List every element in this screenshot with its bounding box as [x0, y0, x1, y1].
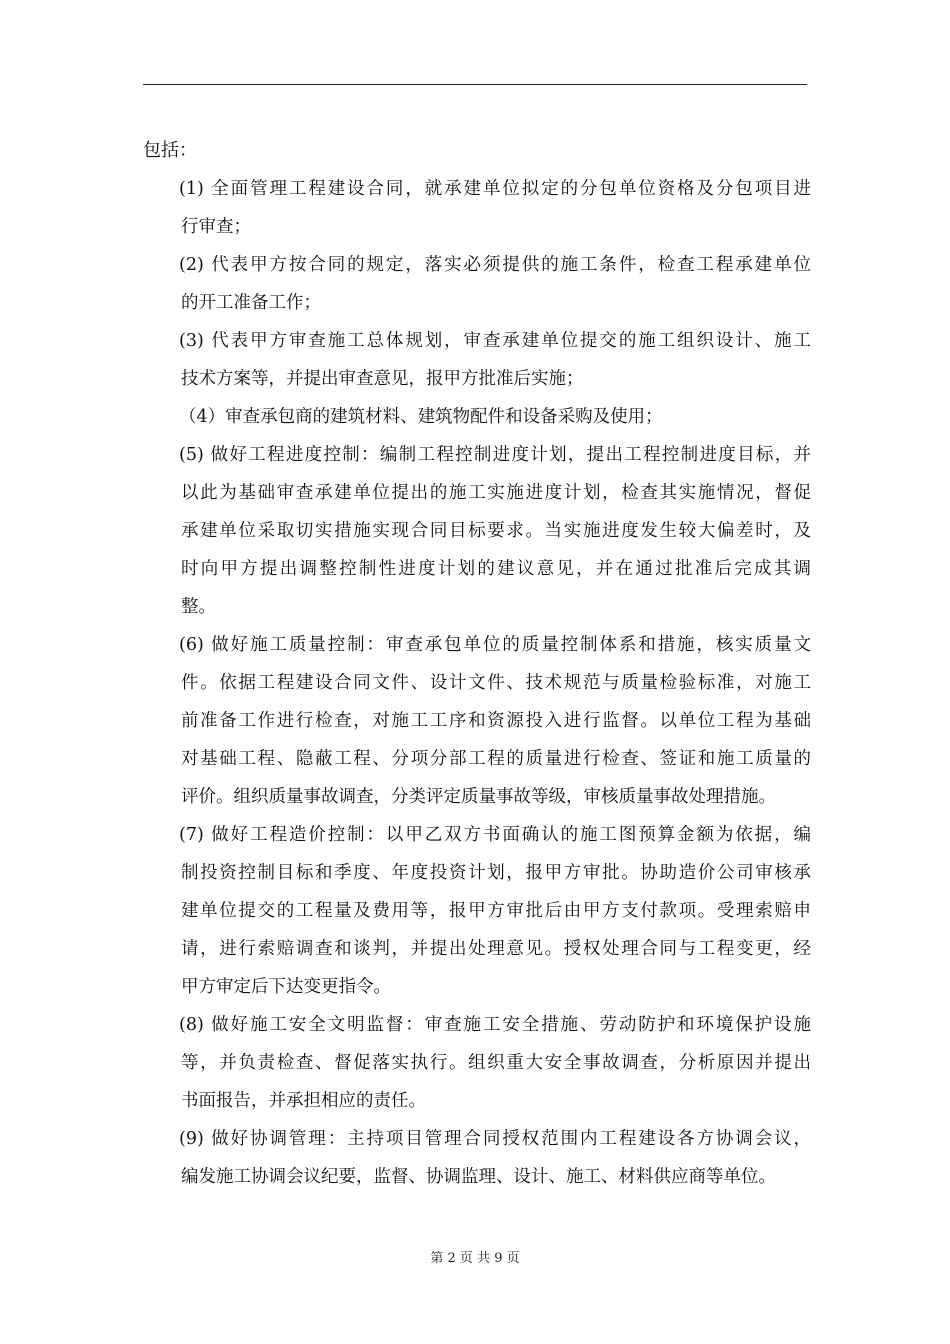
list-item-line: 甲方审定后下达变更指令。	[181, 977, 391, 997]
list-item-line: 以此为基础审查承建单位提出的施工实施进度计划，检查其实施情况，督促	[181, 483, 811, 503]
list-item-line: (1) 全面管理工程建设合同，就承建单位拟定的分包单位资格及分包项目进	[179, 179, 811, 199]
list-item-line: 承建单位采取切实措施实现合同目标要求。当实施进度发生较大偏差时，及	[181, 521, 811, 541]
list-item	[181, 170, 811, 246]
list-item-line: 时向甲方提出调整控制性进度计划的建议意见，并在通过批准后完成其调	[181, 559, 811, 579]
list-item-line: (7) 做好工程造价控制：以甲乙双方书面确认的施工图预算金额为依据，编	[179, 825, 811, 845]
page-footer: 第 2 页 共 9 页	[430, 1251, 520, 1266]
list-item-line: 编发施工协调会议纪要，监督、协调监理、设计、施工、材料供应商等单位。	[181, 1167, 776, 1187]
list-item-line: 的开工准备工作；	[181, 293, 321, 313]
document-body	[143, 132, 811, 1196]
list-item	[181, 246, 811, 322]
list-item-line: 建单位提交的工程量及费用等，报甲方审批后由甲方支付款项。受理索赔申	[181, 901, 811, 921]
list-item-line: (8) 做好施工安全文明监督：审查施工安全措施、劳动防护和环境保护设施	[179, 1015, 811, 1035]
list-item	[181, 1006, 811, 1120]
list-item-line: (9) 做好协调管理：主持项目管理合同授权范围内工程建设各方协调会议，	[179, 1129, 811, 1149]
list-item	[181, 436, 811, 626]
list-item	[181, 322, 811, 398]
list-item-line: （4）审查承包商的建筑材料、建筑物配件和设备采购及使用；	[179, 407, 663, 427]
list-item-line: (5) 做好工程进度控制：编制工程控制进度计划，提出工程控制进度目标，并	[179, 445, 811, 465]
list-item-line: 件。依据工程建设合同文件、设计文件、技术规范与质量检验标准，对施工	[181, 673, 811, 693]
list-item	[181, 816, 811, 1006]
list-item-line: 行审查；	[181, 217, 251, 237]
list-item-line: 技术方案等，并提出审查意见，报甲方批准后实施；	[181, 369, 584, 389]
list-item-line: 评价。组织质量事故调查，分类评定质量事故等级，审核质量事故处理措施。	[181, 787, 776, 807]
header-rule	[143, 84, 807, 85]
list-item-line: 书面报告，并承担相应的责任。	[181, 1091, 426, 1111]
intro-text: 包括：	[143, 140, 197, 161]
list-item-line: 请，进行索赔调查和谈判，并提出处理意见。授权处理合同与工程变更，经	[181, 939, 811, 959]
list-item-line: 制投资控制目标和季度、年度投资计划，报甲方审批。协助造价公司审核承	[181, 863, 811, 883]
list-item-line: 整。	[181, 597, 216, 617]
list-item	[181, 1120, 811, 1196]
list-item-line: (2) 代表甲方按合同的规定，落实必须提供的施工条件，检查工程承建单位	[179, 255, 811, 275]
item-list	[143, 170, 811, 1196]
list-item-line: (6) 做好施工质量控制：审查承包单位的质量控制体系和措施，核实质量文	[179, 635, 811, 655]
list-item	[181, 626, 811, 816]
list-item-line: 等，并负责检查、督促落实执行。组织重大安全事故调查，分析原因并提出	[181, 1053, 811, 1073]
list-item-line: (3) 代表甲方审查施工总体规划，审查承建单位提交的施工组织设计、施工	[179, 331, 811, 351]
list-item-line: 对基础工程、隐蔽工程、分项分部工程的质量进行检查、签证和施工质量的	[181, 749, 811, 769]
list-item	[181, 398, 811, 436]
list-item-line: 前准备工作进行检查，对施工工序和资源投入进行监督。以单位工程为基础	[181, 711, 811, 731]
